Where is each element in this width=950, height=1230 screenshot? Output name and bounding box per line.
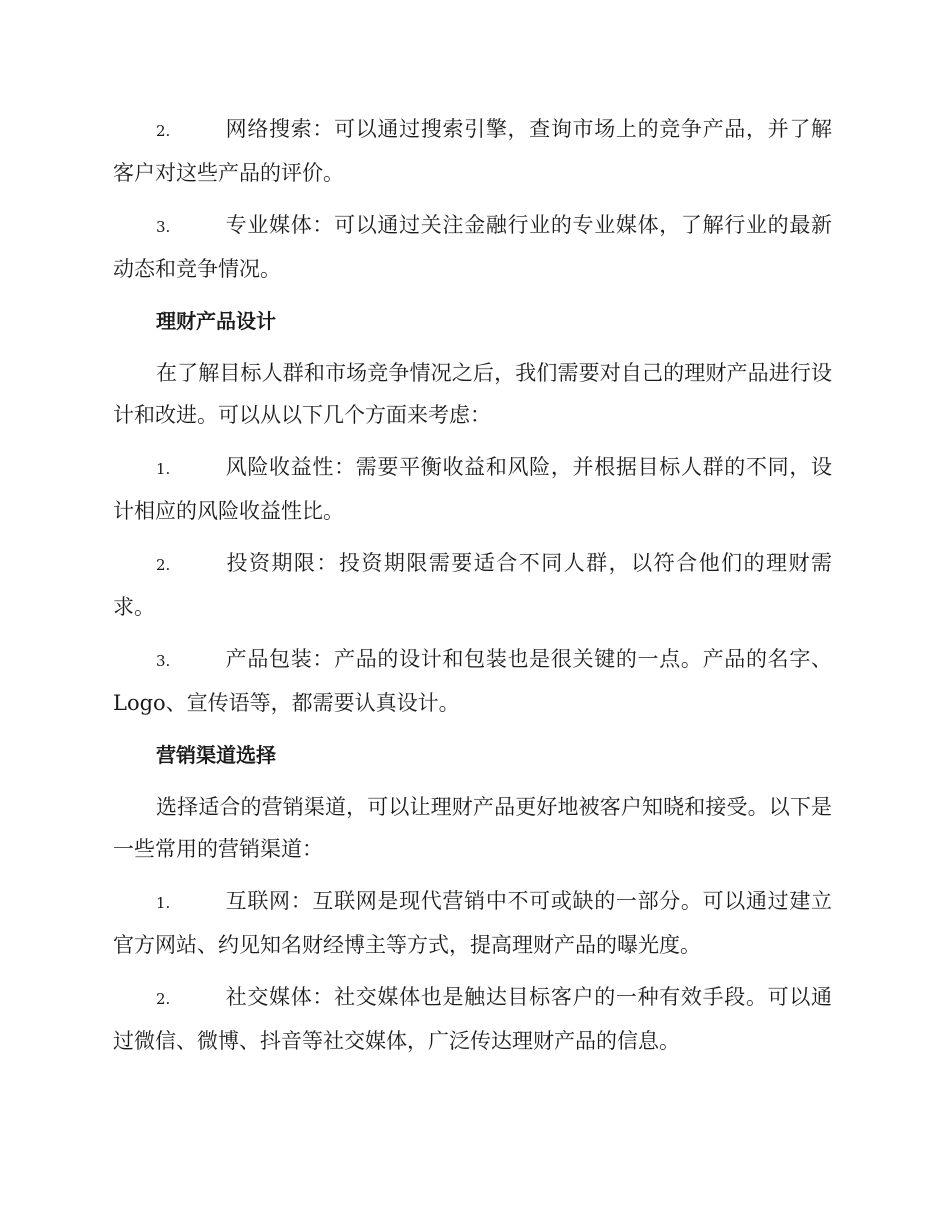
list-text: 风险收益性：需要平衡收益和风险，并根据目标人群的不同，设计相应的风险收益性比。 <box>113 455 832 523</box>
list-number: 3. <box>156 652 171 670</box>
section-intro-marketing-channels: 选择适合的营销渠道，可以让理财产品更好地被客户知晓和接受。以下是一些常用的营销渠道： <box>113 795 832 861</box>
list-text: 专业媒体：可以通过关注金融行业的专业媒体，了解行业的最新动态和竞争情况。 <box>113 213 832 281</box>
list-item <box>113 638 832 724</box>
list-item <box>113 976 832 1062</box>
list-item <box>113 542 832 628</box>
list-number: 2. <box>156 556 171 574</box>
list-text: 投资期限：投资期限需要适合不同人群，以符合他们的理财需求。 <box>113 551 832 619</box>
section-heading-marketing-channels: 营销渠道选择 <box>156 743 276 767</box>
list-item <box>113 204 832 290</box>
list-number: 1. <box>156 894 171 912</box>
list-text: 网络搜索：可以通过搜索引擎，查询市场上的竞争产品，并了解客户对这些产品的评价。 <box>113 117 832 185</box>
section-heading-product-design: 理财产品设计 <box>156 309 276 333</box>
list-number: 1. <box>156 460 171 478</box>
list-item <box>113 108 832 194</box>
list-number: 2. <box>156 990 171 1008</box>
list-item <box>113 880 832 966</box>
list-text: 互联网：互联网是现代营销中不可或缺的一部分。可以通过建立官方网站、约见知名财经博主等方式，提高理财产品的曝光度。 <box>113 889 832 957</box>
list-text: 产品包装：产品的设计和包装也是很关键的一点。产品的名字、Logo、宣传语等，都需要认真设计。 <box>113 647 832 715</box>
list-number: 3. <box>156 218 171 236</box>
section-intro-product-design: 在了解目标人群和市场竞争情况之后，我们需要对自己的理财产品进行设计和改进。可以从以下几个方面来考虑： <box>113 361 832 427</box>
list-number: 2. <box>156 122 171 140</box>
list-text: 社交媒体：社交媒体也是触达目标客户的一种有效手段。可以通过微信、微博、抖音等社交媒体，广泛传达理财产品的信息。 <box>113 985 832 1053</box>
list-item <box>113 446 832 532</box>
